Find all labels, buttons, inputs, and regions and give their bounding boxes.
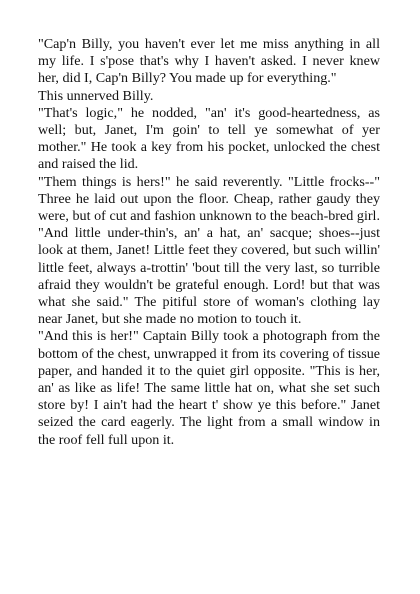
page-text <box>38 36 380 449</box>
paragraph: "That's logic," he nodded, "an' it's good-heartedness, as well; but, Janet, I'm goin' to tell ye somewhat of yer mother." He took a key from his pocket, unlocked the chest and raised the lid. <box>38 104 380 173</box>
paragraph: "And this is her!" Captain Billy took a photograph from the bottom of the chest, unwrapped it from its covering of tissue paper, and handed it to the quiet girl opposite. "This is her, an' as like as life! The same little hat on, what she set such store by! I ain't had the heart t' show ye this before." Janet seized the card eagerly. The light from a small window in the roof fell full upon it. <box>38 328 380 448</box>
paragraph: "Them things is hers!" he said reverently. "Little frocks--" Three he laid out upon the floor. Cheap, rather gaudy they were, but of cut and fashion unknown to the beach-bred girl. "And little under-thin's, an' a hat, an' sacque; shoes--just look at them, Janet! Little feet they covered, but such willin' little feet, always a-trottin' 'bout till the very last, so turrible afraid they wouldn't be grateful enough. Lord! but that was what she said." The pitiful store of woman's clothing lay near Janet, but she made no motion to touch it. <box>38 173 380 328</box>
paragraph: "Cap'n Billy, you haven't ever let me miss anything in all my life. I s'pose that's why I haven't asked. I never knew her, did I, Cap'n Billy? You made up for everything." <box>38 36 380 87</box>
paragraph: This unnerved Billy. <box>38 87 154 104</box>
